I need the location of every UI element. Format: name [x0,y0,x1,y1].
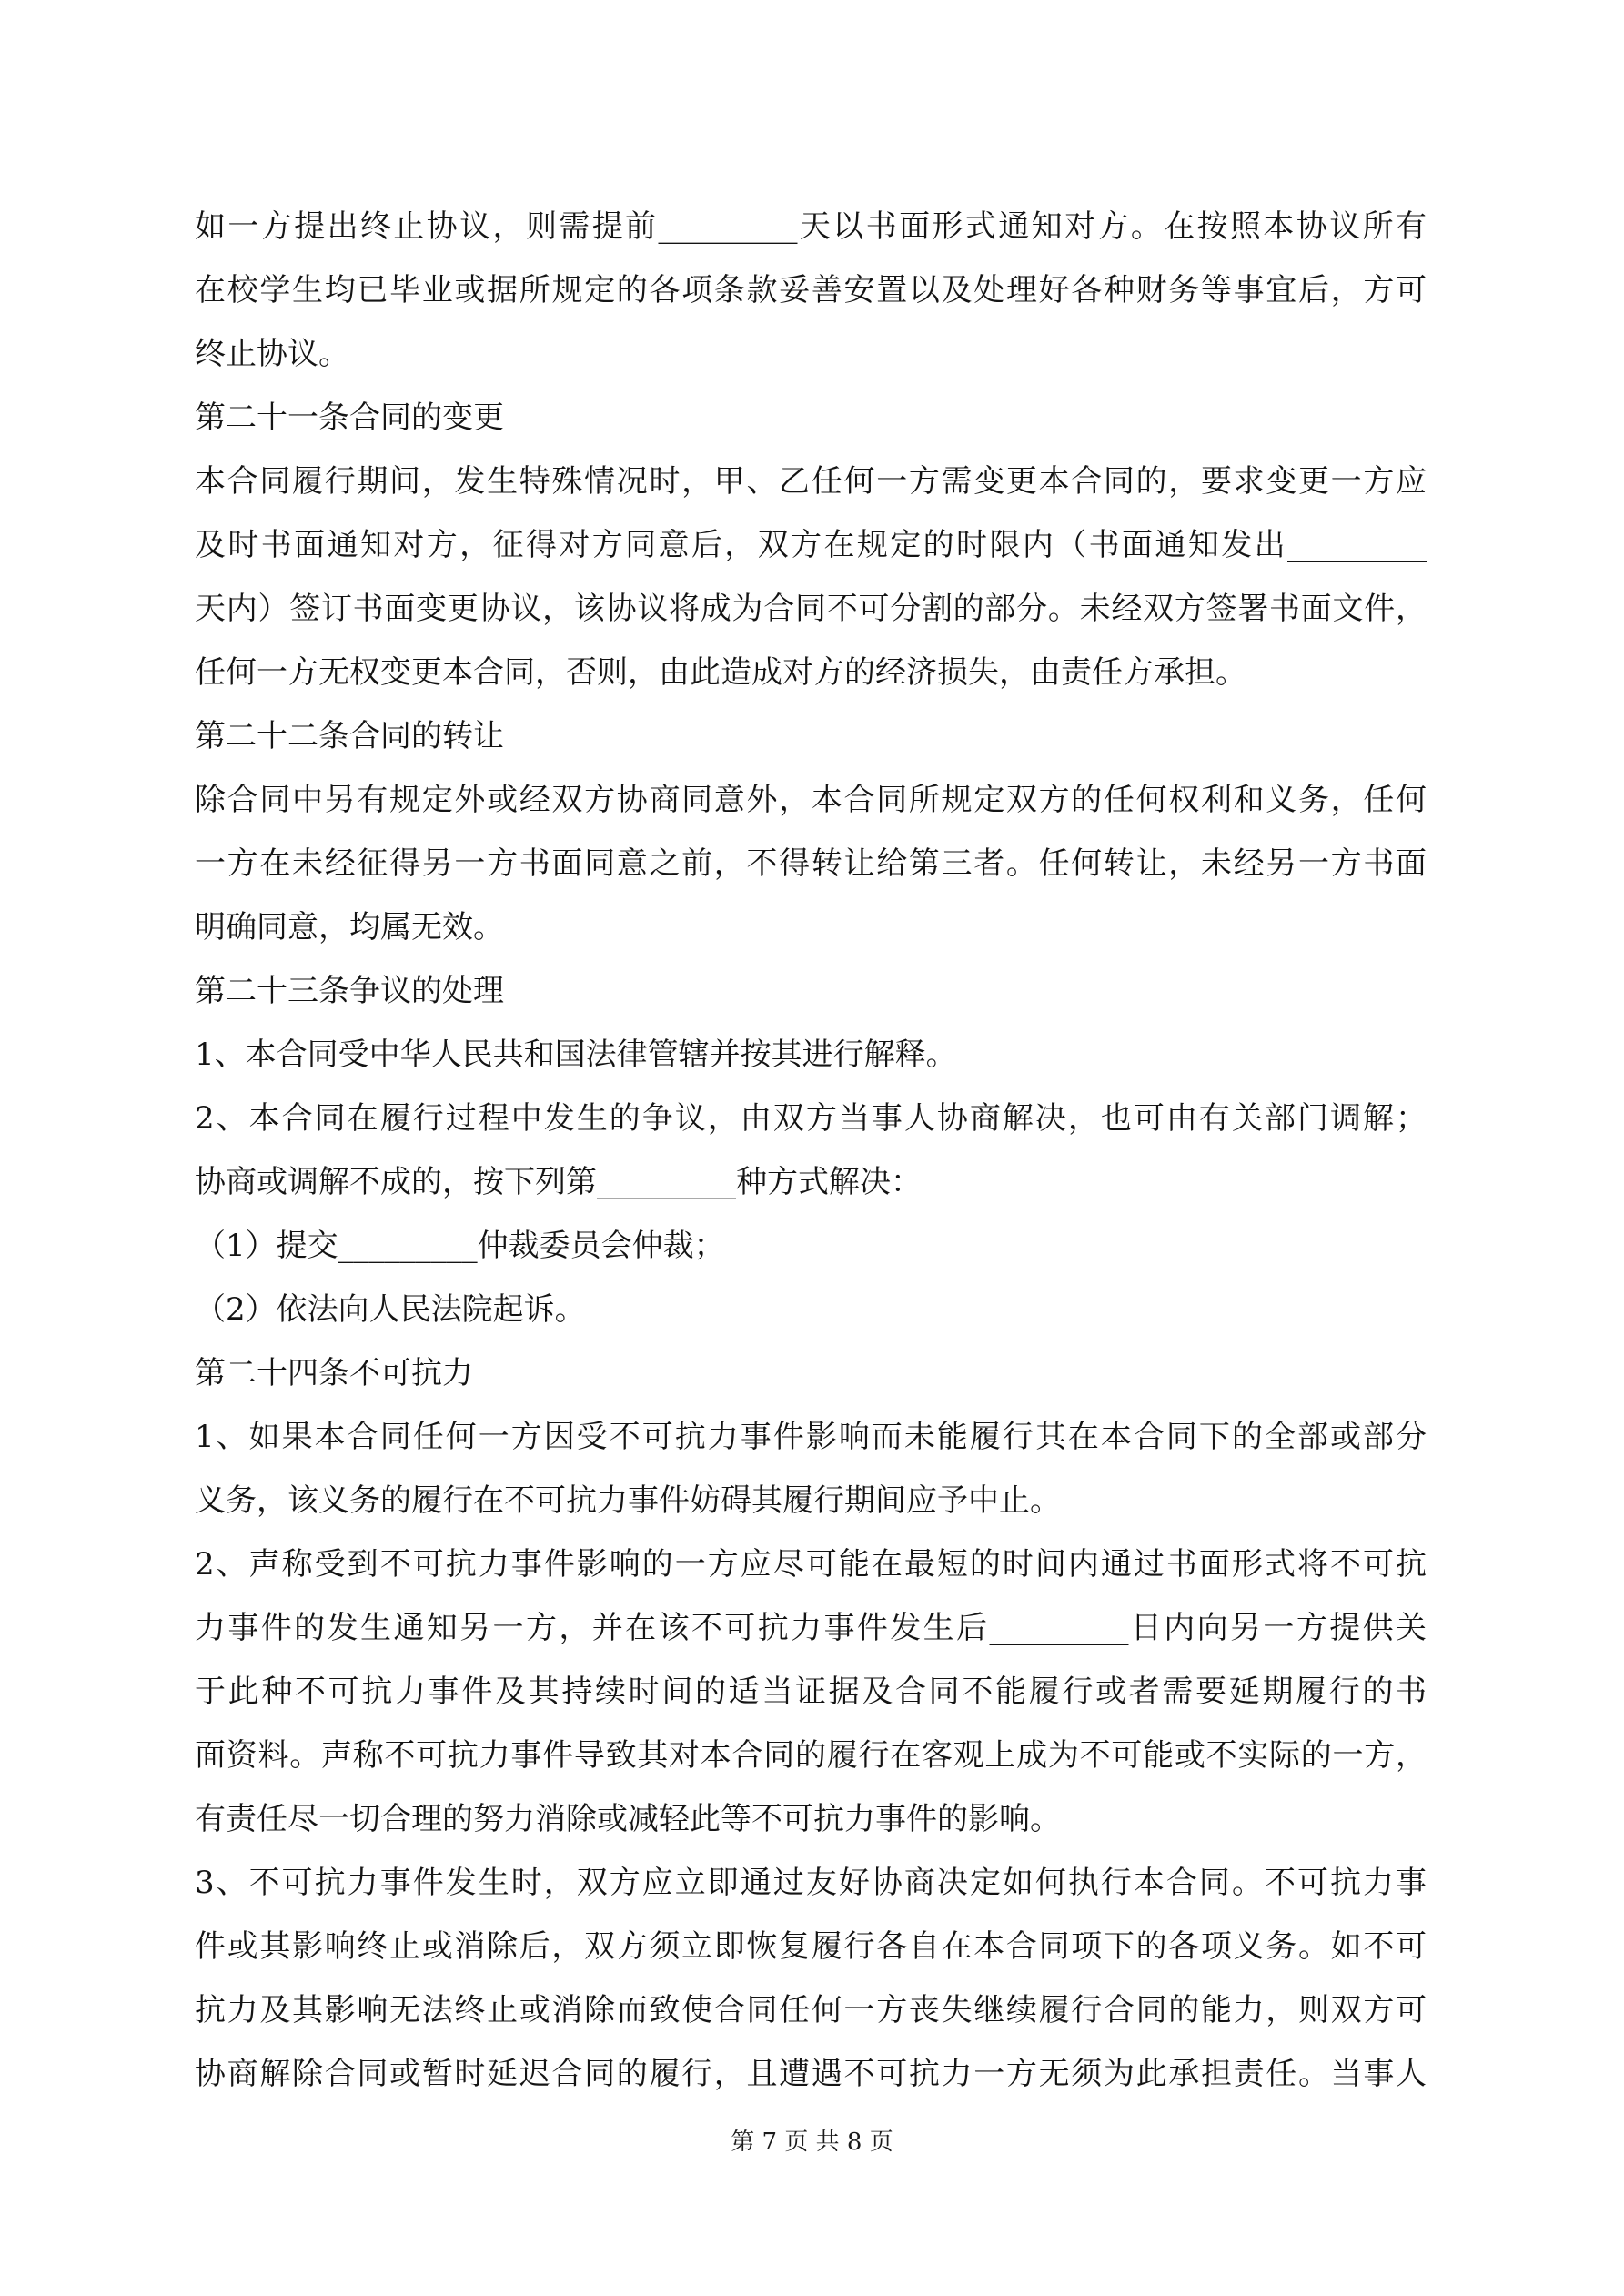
text-line: 本合同履行期间，发生特殊情况时，甲、乙任何一方需变更本合同的，要求变更一方应 [195,463,1427,500]
text-line: 明确同意，均属无效。 [195,909,504,946]
list-item-line: 件或其影响终止或消除后，双方须立即恢复履行各自在本合同项下的各项义务。如不可 [195,1928,1427,1965]
text-line: 除合同中另有规定外或经双方协商同意外，本合同所规定双方的任何权利和义务，任何 [195,782,1427,818]
list-item-line: （1）提交_________仲裁委员会仲裁； [195,1228,725,1264]
text-line: 终止协议。 [195,336,349,372]
article-heading: 第二十三条争议的处理 [195,973,504,1009]
document-body [195,195,1427,2106]
list-item-line: 有责任尽一切合理的努力消除或减轻此等不可抗力事件的影响。 [195,1801,1061,1837]
text-line: 如一方提出终止协议，则需提前_________天以书面形式通知对方。在按照本协议所有 [195,208,1427,245]
list-item-line: 3、不可抗力事件发生时，双方应立即通过友好协商决定如何执行本合同。不可抗力事 [195,1865,1427,1901]
text-line: 任何一方无权变更本合同，否则，由此造成对方的经济损失，由责任方承担。 [195,654,1246,691]
list-item-line: 抗力及其影响无法终止或消除而致使合同任何一方丧失继续履行合同的能力，则双方可 [195,1992,1427,2028]
list-item-line: 2、声称受到不可抗力事件影响的一方应尽可能在最短的时间内通过书面形式将不可抗 [195,1546,1427,1583]
text-line: 天内）签订书面变更协议，该协议将成为合同不可分割的部分。未经双方签署书面文件， [195,591,1427,627]
text-line: 一方在未经征得另一方书面同意之前，不得转让给第三者。任何转让，未经另一方书面 [195,845,1427,882]
article-heading: 第二十二条合同的转让 [195,718,504,754]
text-line: 在校学生均已毕业或据所规定的各项条款妥善安置以及处理好各种财务等事宜后，方可 [195,272,1427,308]
list-item-line: 面资料。声称不可抗力事件导致其对本合同的履行在客观上成为不可能或不实际的一方， [195,1737,1427,1774]
article-heading: 第二十四条不可抗力 [195,1355,473,1391]
list-item-line: （2）依法向人民法院起诉。 [195,1291,586,1328]
list-item-line: 2、本合同在履行过程中发生的争议，由双方当事人协商解决，也可由有关部门调解； [195,1100,1427,1137]
list-item-line: 协商解除合同或暂时延迟合同的履行，且遭遇不可抗力一方无须为此承担责任。当事人 [195,2056,1427,2092]
list-item-line: 1、如果本合同任何一方因受不可抗力事件影响而未能履行其在本合同下的全部或部分 [195,1419,1427,1455]
list-item-line: 义务，该义务的履行在不可抗力事件妨碍其履行期间应予中止。 [195,1482,1061,1519]
list-item-line: 协商或调解不成的，按下列第_________种方式解决： [195,1164,922,1200]
page-number-footer: 第 7 页 共 8 页 [731,2129,893,2156]
list-item-line: 于此种不可抗力事件及其持续时间的适当证据及合同不能履行或者需要延期履行的书 [195,1674,1427,1710]
text-line: 及时书面通知对方，征得对方同意后，双方在规定的时限内（书面通知发出_________ [195,527,1427,563]
list-item-line: 1、本合同受中华人民共和国法律管辖并按其进行解释。 [195,1037,957,1073]
article-heading: 第二十一条合同的变更 [195,400,504,436]
list-item-line: 力事件的发生通知另一方，并在该不可抗力事件发生后_________日内向另一方提供关 [195,1610,1427,1646]
